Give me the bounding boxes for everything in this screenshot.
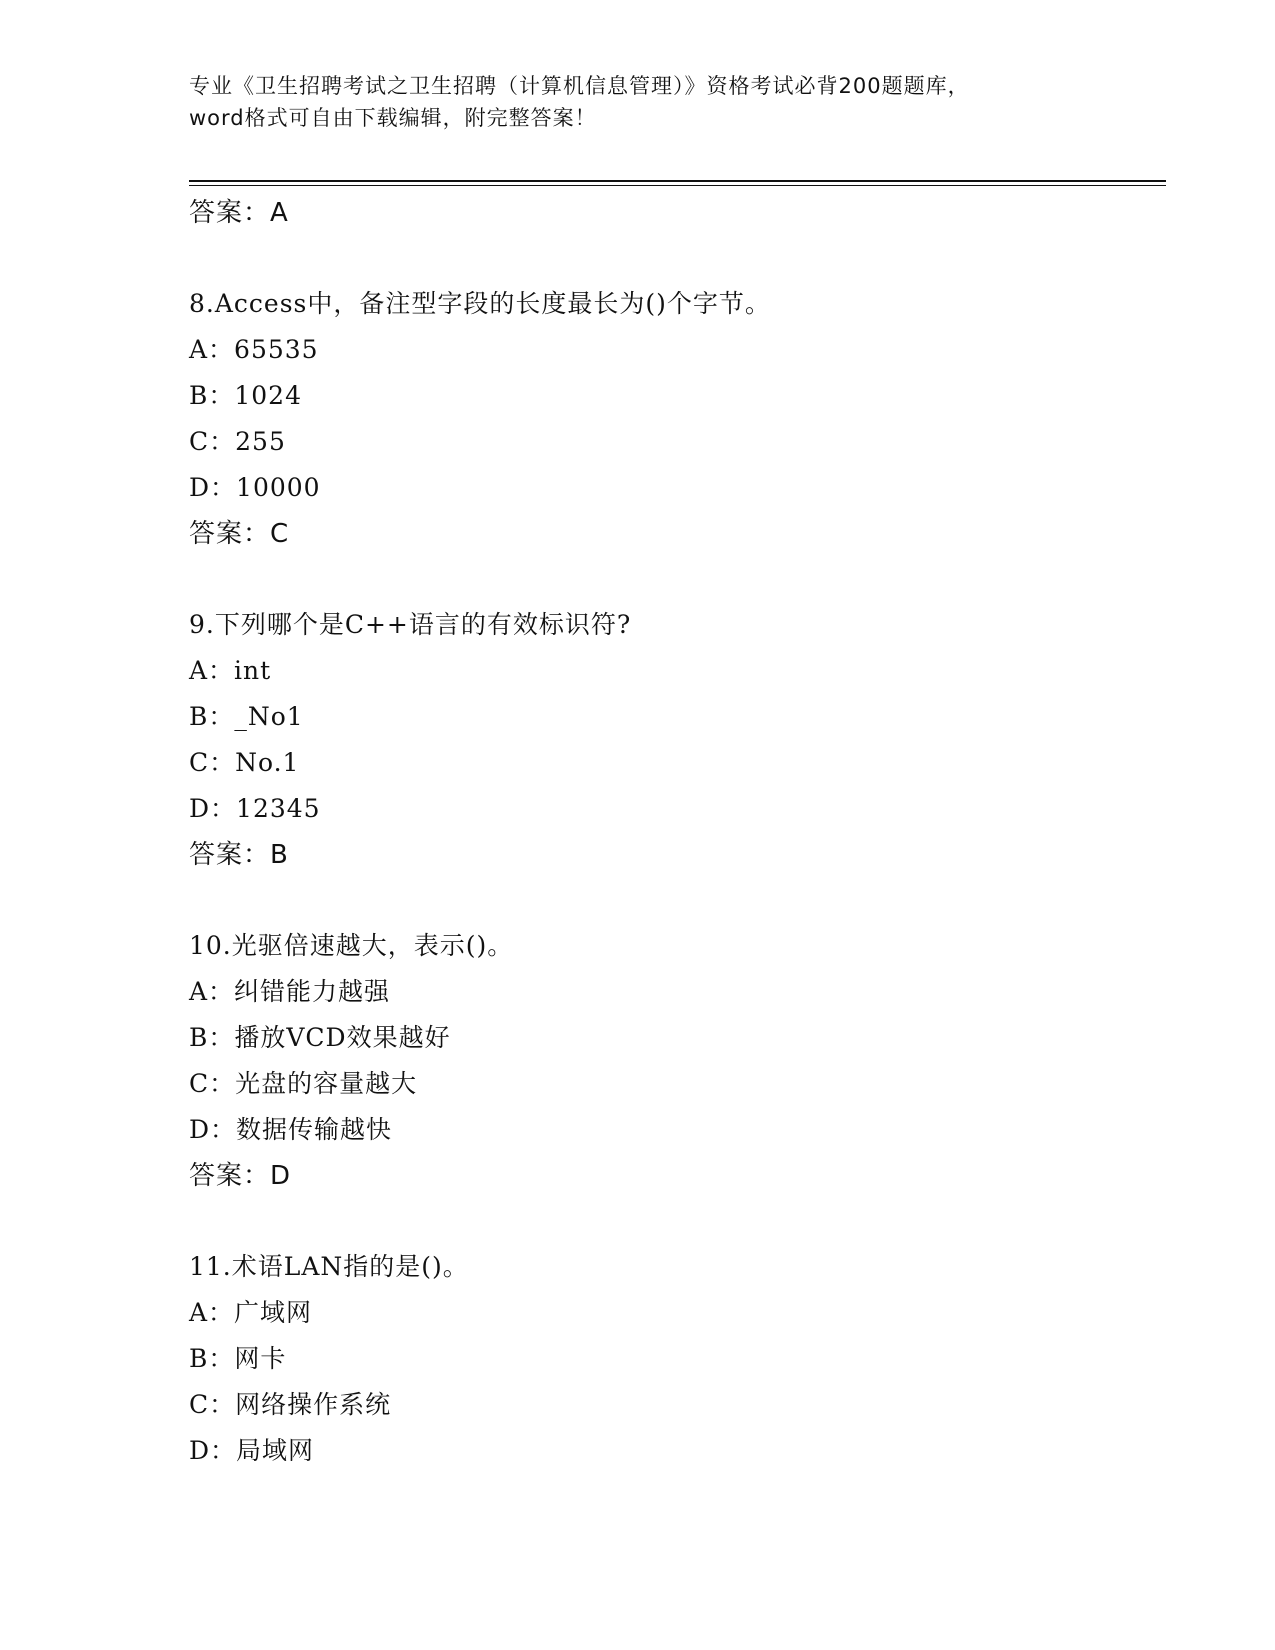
option-b: B：_No1: [189, 702, 304, 731]
option-a: A：int: [189, 656, 272, 685]
question-list: [189, 190, 1166, 1474]
question-text: 11.术语LAN指的是()。: [189, 1252, 469, 1281]
option-b: B：播放VCD效果越好: [189, 1023, 451, 1052]
question-text: 8.Access中，备注型字段的长度最长为()个字节。: [189, 289, 771, 318]
option-c: C：光盘的容量越大: [189, 1069, 418, 1098]
option-d: D：10000: [189, 473, 321, 502]
header-title-line: 专业《卫生招聘考试之卫生招聘（计算机信息管理）》资格考试必背200题题库，: [189, 74, 970, 98]
question-text: 10.光驱倍速越大，表示()。: [189, 931, 514, 960]
option-a: A：65535: [189, 335, 319, 364]
document-header: [189, 70, 1089, 134]
spacer: [189, 878, 1166, 923]
option-d: D：局域网: [189, 1436, 315, 1465]
answer-line: 答案：B: [189, 840, 289, 870]
option-b: B：网卡: [189, 1344, 287, 1373]
spacer: [189, 236, 1166, 281]
question-text: 9.下列哪个是C++语言的有效标识符?: [189, 610, 632, 639]
spacer: [189, 557, 1166, 602]
option-d: D：12345: [189, 794, 321, 823]
option-d: D：数据传输越快: [189, 1115, 393, 1144]
header-divider-thin: [189, 185, 1166, 186]
option-c: C：网络操作系统: [189, 1390, 392, 1419]
header-subtitle-line: word格式可自由下载编辑，附完整答案！: [189, 106, 597, 130]
option-b: B：1024: [189, 381, 302, 410]
header-divider-thick: [189, 180, 1166, 182]
option-c: C：No.1: [189, 748, 300, 777]
option-a: A：广域网: [189, 1298, 313, 1327]
option-a: A：纠错能力越强: [189, 977, 391, 1006]
answer-line: 答案：A: [189, 198, 289, 228]
answer-line: 答案：C: [189, 519, 290, 549]
answer-line: 答案：D: [189, 1161, 292, 1191]
option-c: C：255: [189, 427, 286, 456]
spacer: [189, 1199, 1166, 1244]
